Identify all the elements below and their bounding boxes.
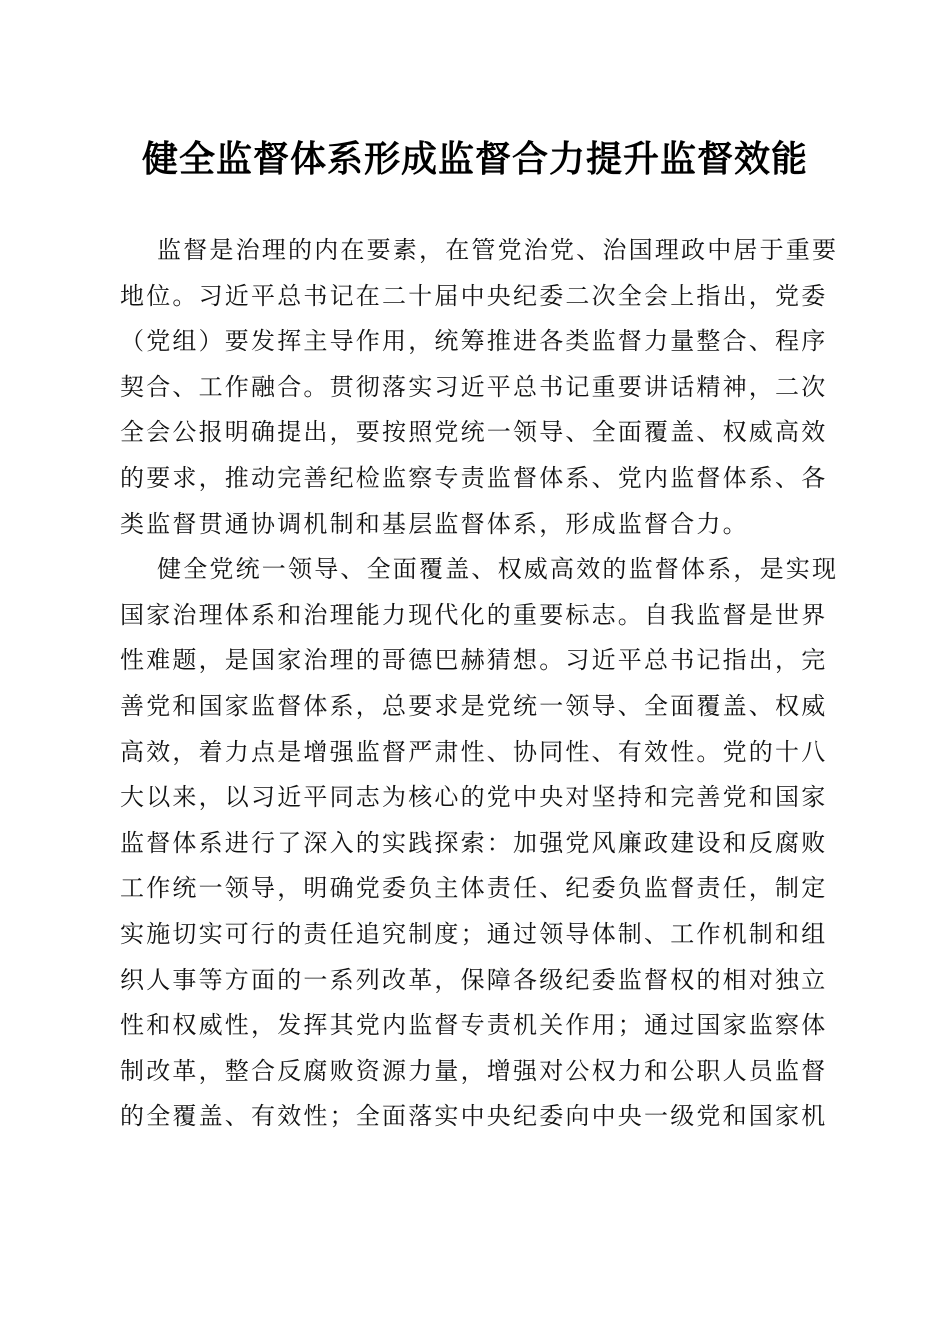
- text-line: 织人事等方面的一系列改革，保障各级纪委监督权的相对独立: [120, 965, 828, 994]
- text-line: 善党和国家监督体系，总要求是党统一领导、全面覆盖、权威: [120, 691, 828, 720]
- text-line: 制改革，整合反腐败资源力量，增强对公权力和公职人员监督: [120, 1056, 828, 1085]
- text-line: 工作统一领导，明确党委负主体责任、纪委负监督责任，制定: [120, 874, 828, 903]
- text-line: 地位。习近平总书记在二十届中央纪委二次全会上指出，党委: [120, 281, 828, 310]
- document-title: 健全监督体系形成监督合力提升监督效能: [141, 138, 808, 180]
- text-line: 大以来，以习近平同志为核心的党中央对坚持和完善党和国家: [120, 783, 828, 812]
- text-line: 全会公报明确提出，要按照党统一领导、全面覆盖、权威高效: [120, 418, 828, 447]
- text-line: 性难题，是国家治理的哥德巴赫猜想。习近平总书记指出，完: [120, 646, 828, 675]
- text-line: （党组）要发挥主导作用，统筹推进各类监督力量整合、程序: [120, 327, 828, 356]
- text-line: 类监督贯通协调机制和基层监督体系，形成监督合力。: [120, 509, 749, 538]
- paragraph-1: [120, 228, 839, 547]
- document-body: [120, 228, 839, 1140]
- text-line: 的全覆盖、有效性；全面落实中央纪委向中央一级党和国家机: [120, 1102, 828, 1131]
- text-line: 监督体系进行了深入的实践探索：加强党风廉政建设和反腐败: [120, 828, 828, 857]
- text-line: 健全党统一领导、全面覆盖、权威高效的监督体系，是实现: [157, 555, 839, 584]
- paragraph-2: [120, 547, 839, 1140]
- text-line: 的要求，推动完善纪检监察专责监督体系、党内监督体系、各: [120, 463, 828, 492]
- text-line: 契合、工作融合。贯彻落实习近平总书记重要讲话精神，二次: [120, 372, 828, 401]
- text-line: 性和权威性，发挥其党内监督专责机关作用；通过国家监察体: [120, 1011, 828, 1040]
- text-line: 高效，着力点是增强监督严肃性、协同性、有效性。党的十八: [120, 737, 828, 766]
- text-line: 实施切实可行的责任追究制度；通过领导体制、工作机制和组: [120, 919, 828, 948]
- text-line: 国家治理体系和治理能力现代化的重要标志。自我监督是世界: [120, 600, 828, 629]
- text-line: 监督是治理的内在要素，在管党治党、治国理政中居于重要: [157, 236, 839, 264]
